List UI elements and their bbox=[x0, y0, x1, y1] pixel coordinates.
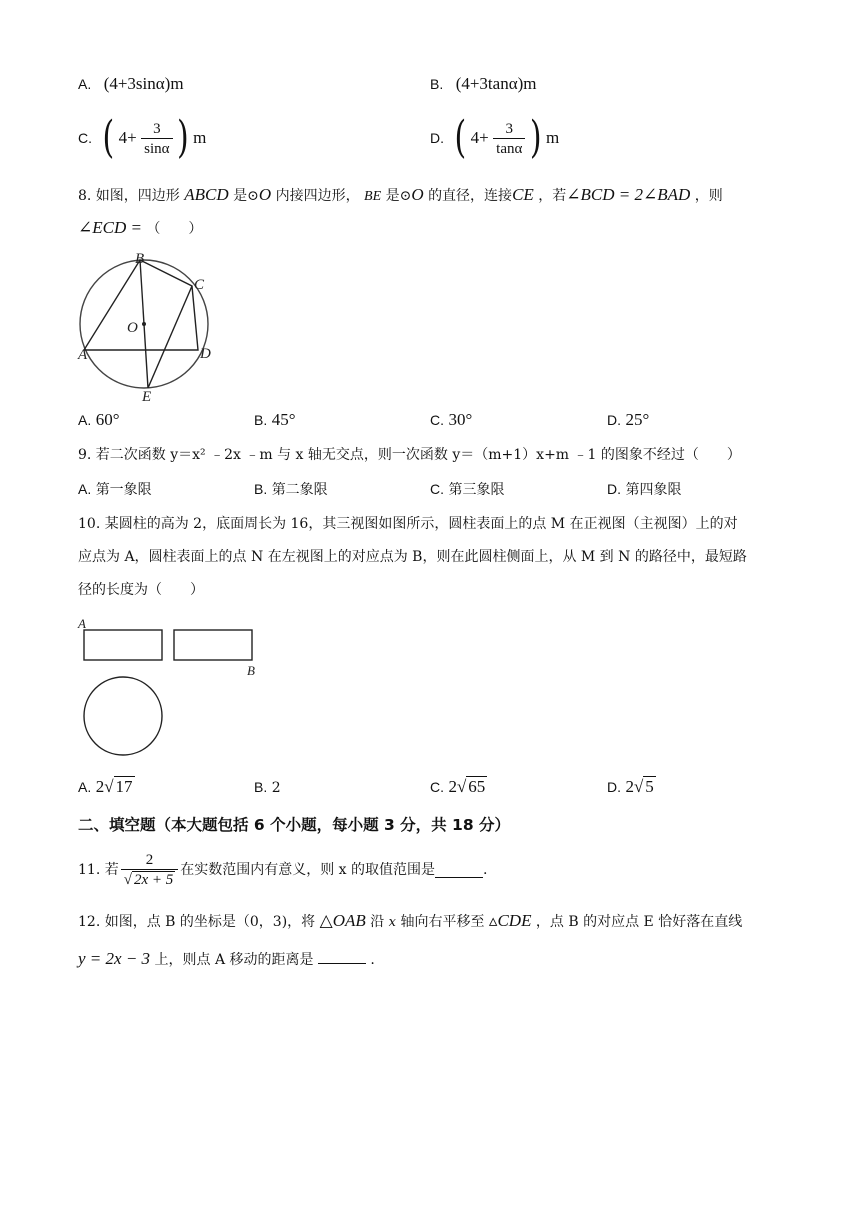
answer-paren: （ ） bbox=[146, 221, 203, 237]
numerator: 3 bbox=[505, 121, 514, 137]
label-a: A bbox=[78, 347, 88, 363]
q10-option-b bbox=[254, 777, 281, 798]
q7-option-a bbox=[78, 74, 184, 95]
q10-option-a: A. 2√ 17 bbox=[78, 777, 133, 796]
fraction bbox=[493, 120, 525, 158]
option-value: 2 bbox=[271, 780, 281, 796]
option-value: 30° bbox=[448, 410, 473, 429]
option-value: 45° bbox=[271, 410, 296, 429]
text: 12. 如图，点 B 的坐标是（0，3)，将 bbox=[78, 914, 316, 930]
answer-blank[interactable] bbox=[435, 863, 483, 878]
option-label: D. bbox=[607, 779, 621, 795]
q8-stem-line1 bbox=[78, 185, 723, 207]
coefficient: 2 bbox=[95, 777, 105, 796]
option-value: 第四象限 bbox=[625, 482, 682, 498]
angle-expression: ∠ECD = bbox=[78, 218, 142, 237]
q8-circle-figure bbox=[72, 246, 232, 406]
numerator: 2 bbox=[145, 852, 154, 868]
axis-name: x bbox=[388, 915, 397, 930]
angle-condition: ∠BCD = 2∠BAD bbox=[566, 185, 691, 204]
q9-option-d bbox=[607, 479, 681, 500]
label-b: B bbox=[135, 251, 145, 267]
option-label: C. bbox=[430, 779, 444, 795]
segment-name: CE bbox=[512, 185, 534, 204]
q9-stem: 9. 若二次函数 y＝x² ﹣2x ﹣m 与 x 轴无交点，则一次函数 y＝（m+1）x+m ﹣1 的图象不经过（ ） bbox=[78, 447, 741, 463]
segment-name: BE bbox=[364, 189, 382, 204]
q10-stem-line1: 10. 某圆柱的高为 2，底面周长为 16，其三视图如图所示，圆柱表面上的点 M 在正视图（主视图）上的对 bbox=[78, 516, 738, 532]
denominator: sinα bbox=[141, 138, 172, 158]
text: . bbox=[483, 862, 488, 878]
text: 的直径，连接 bbox=[428, 188, 513, 204]
option-expression: (4+3sinα)m bbox=[103, 74, 184, 93]
option-label: B. bbox=[254, 779, 268, 795]
label-o: O bbox=[127, 320, 138, 336]
quad-name: ABCD bbox=[184, 185, 229, 204]
unit: m bbox=[193, 128, 207, 147]
q12-stem-line1 bbox=[78, 911, 742, 933]
option-label: A. bbox=[78, 481, 92, 497]
option-value: 25° bbox=[625, 410, 650, 429]
text: . bbox=[370, 952, 375, 968]
q9-option-b bbox=[254, 479, 328, 500]
text: 上，则点 A 移动的距离是 bbox=[154, 952, 314, 968]
q8-stem-line2 bbox=[78, 218, 202, 239]
triangle-name: △OAB bbox=[319, 911, 366, 930]
option-label: D. bbox=[607, 412, 621, 428]
radicand: 17 bbox=[115, 777, 133, 796]
q10-option-d: D. 2√ 5 bbox=[607, 777, 654, 796]
option-value: 第一象限 bbox=[95, 482, 152, 498]
option-value: 60° bbox=[95, 410, 120, 429]
fraction bbox=[141, 120, 172, 158]
top-view bbox=[84, 677, 162, 755]
text: ，点 B 的对应点 E 恰好落在直线 bbox=[535, 914, 743, 930]
q8-option-b bbox=[254, 410, 296, 431]
label-c: C bbox=[194, 277, 205, 293]
label-a: A bbox=[78, 616, 86, 631]
option-label: B. bbox=[254, 412, 268, 428]
q8-option-c bbox=[430, 410, 472, 431]
circle-name: O bbox=[411, 185, 424, 204]
q8-option-d bbox=[607, 410, 649, 431]
option-label: A. bbox=[78, 76, 92, 92]
option-label: A. bbox=[78, 779, 92, 795]
circle-name: O bbox=[258, 185, 272, 204]
text: 是⊙ bbox=[233, 188, 259, 204]
unit: m bbox=[545, 128, 560, 147]
option-label: C. bbox=[78, 130, 92, 146]
text: 轴向右平移至 bbox=[400, 914, 485, 930]
q10-three-views-figure bbox=[74, 614, 274, 764]
label-e: E bbox=[142, 389, 152, 405]
q9-option-c bbox=[430, 479, 504, 500]
radicand: 65 bbox=[468, 777, 486, 796]
text: 在实数范围内有意义，则 x 的取值范围是 bbox=[180, 862, 436, 878]
line-equation: y = 2x − 3 bbox=[78, 949, 151, 968]
radicand: 5 bbox=[645, 777, 654, 796]
q8-option-a bbox=[78, 410, 120, 431]
option-label: D. bbox=[430, 130, 444, 146]
coefficient: 2 bbox=[625, 777, 634, 796]
q7-option-b bbox=[430, 74, 537, 95]
center-dot bbox=[142, 322, 146, 326]
option-label: C. bbox=[430, 481, 444, 497]
text: 11. 若 bbox=[78, 862, 119, 878]
option-label: A. bbox=[78, 412, 92, 428]
side-view bbox=[174, 630, 252, 660]
option-expression: (4+3tanα)m bbox=[455, 74, 537, 93]
option-expression-prefix: 4+ bbox=[118, 128, 137, 147]
numerator: 3 bbox=[153, 121, 161, 137]
option-label: C. bbox=[430, 412, 444, 428]
label-d: D bbox=[200, 346, 211, 362]
text: 8. 如图，四边形 bbox=[78, 188, 180, 204]
q10-stem-line3: 径的长度为（ ） bbox=[78, 582, 204, 598]
text: 沿 bbox=[370, 914, 385, 930]
q7-option-d: D. ( 4+ $\frac{3}{\tan\alpha}$ ) m bbox=[430, 112, 560, 164]
q11-stem bbox=[78, 846, 487, 894]
fraction: $\frac{2}{√ 2x + 5}$ bbox=[121, 851, 179, 889]
coefficient: 2 bbox=[448, 777, 457, 796]
q10-option-c: C. 2√ 65 bbox=[430, 777, 486, 796]
option-label: B. bbox=[430, 76, 444, 92]
q9-option-a bbox=[78, 479, 152, 500]
option-label: D. bbox=[607, 481, 621, 497]
option-value: 第三象限 bbox=[448, 482, 505, 498]
text: 内接四边形， bbox=[275, 188, 360, 204]
section-title-fill-in: 二、填空题（本大题包括 6 个小题，每小题 3 分，共 18 分） bbox=[78, 816, 511, 834]
front-view bbox=[84, 630, 162, 660]
text: ，则 bbox=[694, 188, 723, 204]
triangle-name: ▵CDE bbox=[488, 911, 532, 930]
q7-option-c: C. ( 4+ $\frac{3}{\sin\alpha}$ ) m bbox=[78, 112, 207, 164]
option-label: B. bbox=[254, 481, 268, 497]
label-b: B bbox=[247, 663, 255, 678]
option-value: 第二象限 bbox=[271, 482, 328, 498]
option-expression-prefix: 4+ bbox=[470, 128, 489, 147]
radicand: 2x + 5 bbox=[133, 872, 174, 888]
q10-stem-line2: 应点为 A，圆柱表面上的点 N 在左视图上的对应点为 B，则在此圆柱侧面上，从 M 到 N 的路径中，最短路 bbox=[78, 549, 747, 565]
text: 是⊙ bbox=[385, 188, 412, 204]
text: ，若 bbox=[538, 188, 567, 204]
q12-stem-line2 bbox=[78, 949, 375, 970]
denominator: tanα bbox=[493, 138, 525, 158]
answer-blank[interactable] bbox=[318, 949, 366, 964]
